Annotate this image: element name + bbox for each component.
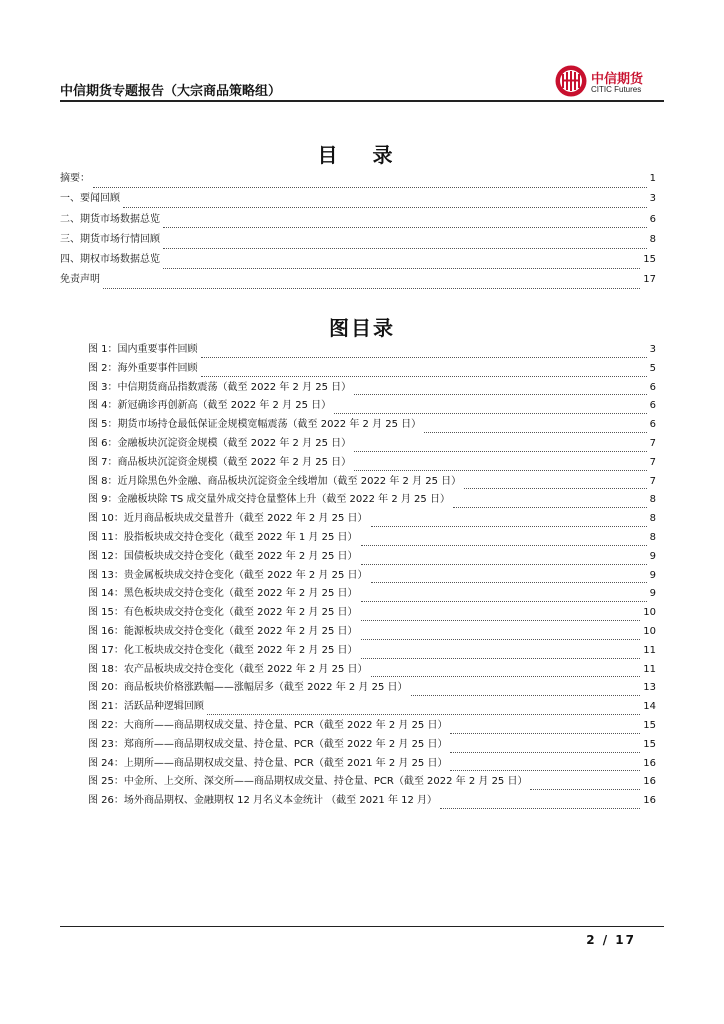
dot-leader — [464, 480, 646, 489]
figure-entry[interactable] — [88, 532, 656, 551]
dot-leader — [424, 424, 646, 433]
figure-entry[interactable] — [88, 682, 656, 701]
toc-entry[interactable] — [60, 234, 656, 254]
citic-futures-logo — [554, 64, 674, 98]
figure-entry-page-number: 9 — [649, 550, 656, 562]
dot-leader — [361, 537, 647, 546]
figure-entry-label: 图 26：场外商品期权、金融期权 12 月名义本金统计 （截至 2021 年 12 月） — [88, 795, 438, 807]
toc-entry[interactable] — [60, 193, 656, 213]
dot-leader — [354, 386, 646, 395]
figure-entry[interactable] — [88, 363, 656, 382]
logo-chinese-name: 中信期货 — [591, 72, 644, 87]
figure-entry[interactable] — [88, 551, 656, 570]
figure-entry[interactable] — [88, 344, 656, 363]
dot-leader — [354, 443, 646, 452]
figure-entry-label: 图 21：活跃品种逻辑回顾 — [88, 701, 204, 713]
figure-entry[interactable] — [88, 419, 656, 438]
footer-divider — [60, 926, 664, 927]
figure-entry-label: 图 5：期货市场持仓最低保证金规模宽幅震荡（截至 2022 年 2 月 25 日） — [88, 419, 422, 431]
figure-entry-label: 图 15：有色板块成交持仓变化（截至 2022 年 2 月 25 日） — [88, 607, 358, 619]
dot-leader — [411, 687, 641, 696]
figure-entry-page-number: 7 — [649, 456, 656, 468]
toc-entry-page-number: 3 — [649, 193, 656, 205]
figure-list-title: 图目录 — [329, 316, 395, 340]
dot-leader — [361, 593, 647, 602]
figure-entry[interactable] — [88, 739, 656, 758]
figure-entry-label: 图 17：化工板块成交持仓变化（截至 2022 年 2 月 25 日） — [88, 644, 358, 656]
dot-leader — [530, 781, 640, 790]
figure-entry-page-number: 16 — [643, 795, 656, 807]
figure-entry-label: 图 2：海外重要事件回顾 — [88, 362, 198, 374]
dot-leader — [103, 280, 640, 289]
toc-title: 目 录 — [317, 143, 407, 167]
toc-entry[interactable] — [60, 254, 656, 274]
figure-entry-page-number: 8 — [649, 494, 656, 506]
toc-entry-label: 摘要： — [60, 173, 90, 184]
dot-leader — [354, 462, 646, 471]
figure-entry-page-number: 6 — [649, 400, 656, 412]
dot-leader — [440, 800, 640, 809]
dot-leader — [163, 240, 647, 249]
figure-entry-page-number: 9 — [649, 588, 656, 600]
logo-english-name: CITIC Futures — [591, 85, 642, 94]
toc-entry-page-number: 8 — [649, 233, 656, 245]
figure-entry-page-number: 16 — [643, 776, 656, 788]
dot-leader — [123, 199, 647, 208]
figure-entry[interactable] — [88, 720, 656, 739]
toc-entry-page-number: 1 — [649, 173, 656, 184]
figure-entry[interactable] — [88, 438, 656, 457]
dot-leader — [361, 650, 641, 659]
dot-leader — [201, 349, 647, 358]
figure-entry-label: 图 13：贵金属板块成交持仓变化（截至 2022 年 2 月 25 日） — [88, 569, 368, 581]
dot-leader — [371, 518, 647, 527]
list-of-figures — [88, 344, 656, 814]
figure-entry-page-number: 7 — [649, 475, 656, 487]
figure-entry[interactable] — [88, 588, 656, 607]
figure-entry-page-number: 13 — [643, 682, 656, 694]
figure-entry[interactable] — [88, 701, 656, 720]
figure-entry[interactable] — [88, 758, 656, 777]
figure-entry-page-number: 8 — [649, 531, 656, 543]
figure-entry-page-number: 14 — [643, 701, 656, 713]
dot-leader — [450, 762, 640, 771]
figure-entry-page-number: 6 — [649, 381, 656, 393]
figure-entry-page-number: 16 — [643, 757, 656, 769]
figure-entry[interactable] — [88, 776, 656, 795]
figure-entry-label: 图 24：上期所——商品期权成交量、持仓量、PCR（截至 2021 年 2 月 25 日） — [88, 757, 448, 769]
dot-leader — [207, 706, 640, 715]
toc-entry-label: 免责声明 — [60, 274, 100, 286]
figure-entry-page-number: 10 — [643, 625, 656, 637]
toc-entry-label: 二、期货市场数据总览 — [60, 213, 160, 225]
toc-entry[interactable] — [60, 274, 656, 294]
figure-entry-label: 图 22：大商所——商品期权成交量、持仓量、PCR（截至 2022 年 2 月 25 日） — [88, 719, 448, 731]
dot-leader — [371, 574, 647, 583]
dot-leader — [201, 368, 647, 377]
figure-entry-label: 图 9：金融板块除 TS 成交量外成交持仓量整体上升（截至 2022 年 2 月 25 日） — [88, 494, 450, 506]
dot-leader — [453, 499, 647, 508]
page-number: 2 / 17 — [586, 933, 636, 947]
figure-entry-label: 图 10：近月商品板块成交量普升（截至 2022 年 2 月 25 日） — [88, 513, 368, 525]
figure-entry-page-number: 15 — [643, 719, 656, 731]
figure-entry-page-number: 15 — [643, 738, 656, 750]
figure-entry-label: 图 1：国内重要事件回顾 — [88, 344, 198, 355]
figure-entry-label: 图 7：商品板块沉淀资金规模（截至 2022 年 2 月 25 日） — [88, 456, 352, 468]
toc-entry[interactable] — [60, 214, 656, 234]
figure-entry-page-number: 8 — [649, 513, 656, 525]
figure-entry-label: 图 11：股指板块成交持仓变化（截至 2022 年 1 月 25 日） — [88, 531, 358, 543]
toc-entry-page-number: 6 — [649, 213, 656, 225]
figure-entry-page-number: 6 — [649, 419, 656, 431]
toc-entry-page-number: 17 — [643, 274, 656, 286]
toc-entry-label: 三、期货市场行情回顾 — [60, 233, 160, 245]
dot-leader — [334, 405, 646, 414]
toc-entry-page-number: 15 — [643, 254, 656, 266]
dot-leader — [163, 260, 640, 269]
figure-entry-page-number: 11 — [643, 663, 656, 675]
figure-entry[interactable] — [88, 457, 656, 476]
figure-entry[interactable] — [88, 476, 656, 495]
citic-logo-icon — [554, 64, 588, 98]
figure-entry-label: 图 12：国债板块成交持仓变化（截至 2022 年 2 月 25 日） — [88, 550, 358, 562]
dot-leader — [450, 725, 640, 734]
dot-leader — [371, 668, 641, 677]
figure-entry-label: 图 20：商品板块价格涨跌幅——涨幅居多（截至 2022 年 2 月 25 日） — [88, 682, 408, 694]
toc-entry-label: 四、期权市场数据总览 — [60, 254, 160, 266]
figure-entry-page-number: 3 — [649, 344, 656, 355]
figure-entry[interactable] — [88, 400, 656, 419]
figure-entry[interactable] — [88, 382, 656, 401]
figure-entry[interactable] — [88, 664, 656, 683]
figure-entry[interactable] — [88, 645, 656, 664]
figure-entry[interactable] — [88, 607, 656, 626]
figure-entry-page-number: 10 — [643, 607, 656, 619]
dot-leader — [450, 744, 640, 753]
figure-entry[interactable] — [88, 795, 656, 814]
figure-entry-page-number: 11 — [643, 644, 656, 656]
toc-entry[interactable] — [60, 173, 656, 193]
dot-leader — [361, 631, 641, 640]
figure-entry-label: 图 6：金融板块沉淀资金规模（截至 2022 年 2 月 25 日） — [88, 437, 352, 449]
figure-entry-label: 图 18：农产品板块成交持仓变化（截至 2022 年 2 月 25 日） — [88, 663, 368, 675]
figure-entry[interactable] — [88, 494, 656, 513]
figure-entry-label: 图 8：近月除黑色外金融、商品板块沉淀资金全线增加（截至 2022 年 2 月 25 日） — [88, 475, 462, 487]
dot-leader — [361, 612, 641, 621]
figure-entry-page-number: 7 — [649, 437, 656, 449]
figure-entry[interactable] — [88, 626, 656, 645]
header-divider — [60, 100, 664, 102]
table-of-contents — [60, 173, 656, 295]
toc-entry-label: 一、要闻回顾 — [60, 193, 120, 205]
report-header-title: 中信期货专题报告（大宗商品策略组） — [60, 84, 282, 99]
figure-entry-label: 图 3：中信期货商品指数震荡（截至 2022 年 2 月 25 日） — [88, 381, 352, 393]
figure-entry-label: 图 16：能源板块成交持仓变化（截至 2022 年 2 月 25 日） — [88, 625, 358, 637]
figure-entry-page-number: 5 — [649, 362, 656, 374]
figure-entry-label: 图 25：中金所、上交所、深交所——商品期权成交量、持仓量、PCR（截至 2022 年 2 月 25 日） — [88, 776, 528, 788]
figure-entry-label: 图 14：黑色板块成交持仓变化（截至 2022 年 2 月 25 日） — [88, 588, 358, 600]
figure-entry[interactable] — [88, 513, 656, 532]
dot-leader — [361, 556, 647, 565]
figure-entry-label: 图 4：新冠确诊再创新高（截至 2022 年 2 月 25 日） — [88, 400, 332, 412]
figure-entry[interactable] — [88, 570, 656, 589]
dot-leader — [163, 219, 647, 228]
dot-leader — [93, 179, 647, 188]
figure-entry-page-number: 9 — [649, 569, 656, 581]
figure-entry-label: 图 23：郑商所——商品期权成交量、持仓量、PCR（截至 2022 年 2 月 25 日） — [88, 738, 448, 750]
